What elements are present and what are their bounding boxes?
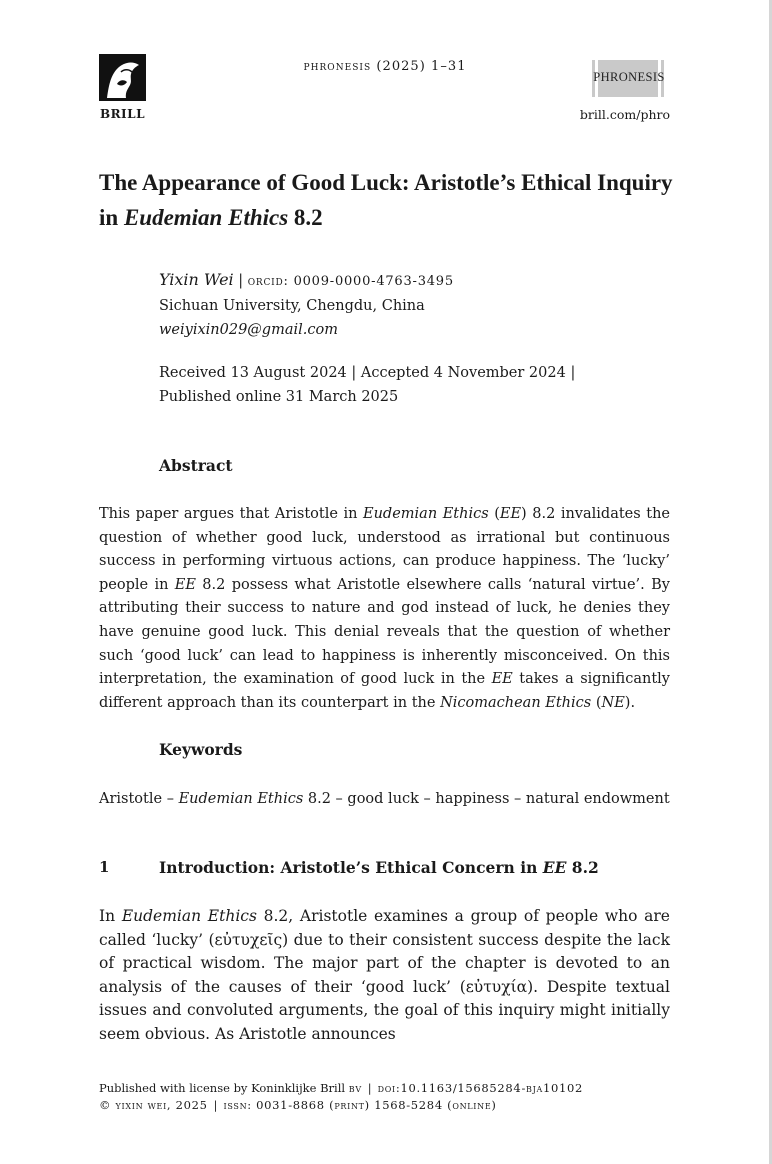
- journal-running-head: phronesis (2025) 1–31: [303, 59, 467, 74]
- article-title: The Appearance of Good Luck: Aristotle’s Ethical Inquiry in Eudemian Ethics 8.2: [99, 170, 673, 230]
- license-text: Published with license by Koninklijke Brill: [99, 1081, 349, 1095]
- keywords-heading: Keywords: [159, 740, 243, 759]
- author-name: Yixin Wei: [159, 270, 234, 289]
- section-number: 1: [99, 858, 110, 876]
- orcid-label: orcid:: [247, 274, 294, 289]
- page-footer: Published with license by Koninklijke Brill bv | doi:10.1163/15685284-bja10102 © yixin wei, 2025 | issn: 0031-8868 (print) 1568-5284 (online): [99, 1081, 583, 1112]
- keywords-list: Aristotle – Eudemian Ethics 8.2 – good luck – happiness – natural endowment: [99, 791, 670, 807]
- author-block: Yixin Wei | orcid: 0009-0000-4763-3495 Sichuan University, Chengdu, China weiyixin029@gmail.com: [159, 268, 679, 342]
- copyright: © yixin wei, 2025: [99, 1098, 208, 1112]
- journal-logo: [588, 60, 670, 97]
- abstract-heading: Abstract: [159, 456, 233, 475]
- orcid-id[interactable]: 0009-0000-4763-3495: [293, 274, 454, 289]
- received-accepted-dates: Received 13 August 2024 | Accepted 4 November 2024 |: [159, 365, 576, 381]
- doi[interactable]: doi:10.1163/15685284-bja10102: [377, 1081, 583, 1095]
- published-date: Published online 31 March 2025: [159, 389, 399, 405]
- publisher-label: BRILL: [99, 107, 145, 121]
- journal-logo-text: PHRONESIS: [593, 70, 665, 84]
- article-dates: [159, 361, 659, 409]
- introduction-paragraph: In Eudemian Ethics 8.2, Aristotle examines a group of people who are called ‘lucky’ (εὐτυχεῖς) due to their consistent success despite the lack of practical wisdom. The major part of the chapter is devoted to an analysis of the causes of their ‘good luck’ (εὐτυχία). Despite textual issues and convoluted arguments, the goal of this inquiry might initially seem obvious. As Aristotle announces: [99, 907, 670, 1043]
- author-affiliation: Sichuan University, Chengdu, China: [159, 298, 425, 314]
- section-title: Introduction: Aristotle’s Ethical Concern in EE 8.2: [159, 858, 599, 877]
- author-email[interactable]: weiyixin029@gmail.com: [159, 322, 338, 338]
- issn: issn: 0031-8868 (print) 1568-5284 (online): [223, 1098, 497, 1112]
- brill-logo-icon: [99, 54, 146, 101]
- journal-url[interactable]: brill.com/phro: [579, 107, 670, 122]
- abstract-body: This paper argues that Aristotle in Eudemian Ethics (EE) 8.2 invalidates the question of whether good luck, understood as irrational but continuous success in performing virtuous actions, can produce happiness. The ‘lucky’ people in EE 8.2 possess what Aristotle elsewhere calls ‘natural virtue’. By attributing their success to nature and god instead of luck, he denies they have genuine good luck. This denial reveals that the question of whether such ‘good luck’ can lead to happiness is inherently misconceived. On this interpretation, the examination of good luck in the EE takes a significantly different approach than its counterpart in the Nicomachean Ethics (NE).: [99, 506, 670, 711]
